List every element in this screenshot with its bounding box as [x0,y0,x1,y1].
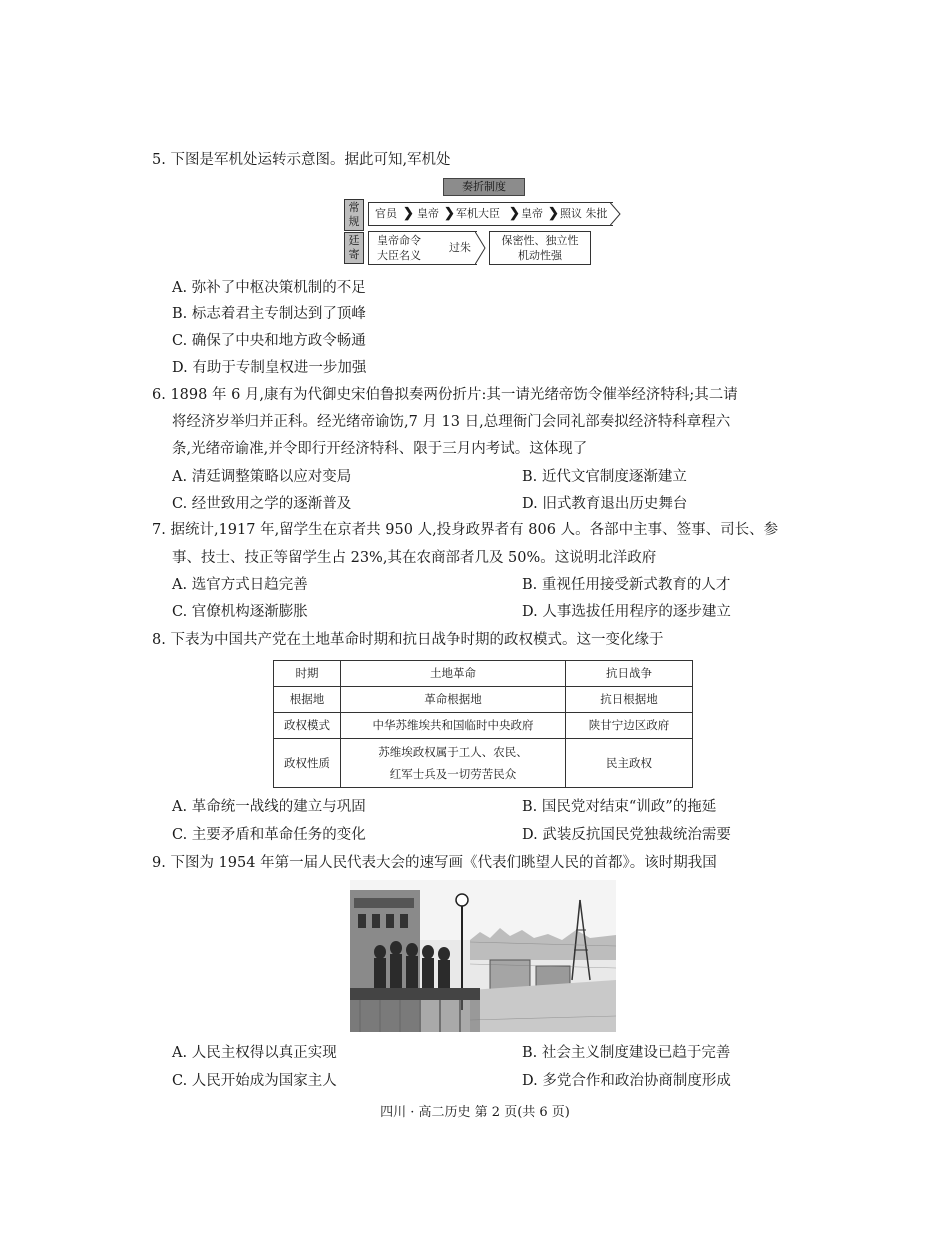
q6-stem-line2: 将经济岁举归并正科。经光绪帝谕饬,7 月 13 日,总理衙门会同礼部奏拟经济特科章程六 [172,414,731,430]
q6-stem-line3: 条,光绪帝谕准,并令即行开经济特科、限于三月内考试。这体现了 [172,441,588,457]
table-cell: 民主政权 [566,739,693,788]
chevron-right-icon: ❯ [548,206,559,221]
q5-option-b: B. 标志着君主专制达到了顶峰 [172,306,366,322]
table-cell: 政权性质 [274,739,341,788]
step-emperor-2: 皇帝 [521,207,543,220]
q7-option-d: D. 人事选拔任用程序的逐步建立 [522,604,731,620]
chevron-right-icon: ❯ [444,206,455,221]
table-cell: 政权模式 [274,713,341,739]
step-grand-minister: 军机大臣 [456,207,500,220]
table-row [274,661,693,687]
q7-stem-line2: 事、技士、技正等留学生占 23%,其在农商部者几及 50%。这说明北洋政府 [172,550,657,566]
q9-stem: 9. 下图为 1954 年第一届人民代表大会的速写画《代表们眺望人民的首都》。该时期我国 [152,855,717,871]
q8-option-b: B. 国民党对结束“训政”的拖延 [522,799,717,815]
q7-stem-line1: 7. 据统计,1917 年,留学生在京者共 950 人,投身政界者有 806 人。各部中主事、签事、司长、参 [152,522,779,538]
q8-table [273,660,693,788]
q6-option-b: B. 近代文官制度逐渐建立 [522,469,687,485]
diagram-row2-box1 [368,231,477,265]
row1-label-text: 常规 [348,201,360,228]
q9-option-a: A. 人民主权得以真正实现 [172,1045,337,1061]
q7-option-c: C. 官僚机构逐渐膨胀 [172,604,308,620]
q6-option-d: D. 旧式教育退出历史舞台 [522,496,688,512]
q7-option-b: B. 重视任用接受新式教育的人才 [522,577,731,593]
q8-option-d: D. 武装反抗国民党独裁统治需要 [522,827,731,843]
step-approval: 照议 朱批 [560,207,608,220]
table-row [274,713,693,739]
table-cell: 革命根据地 [341,687,566,713]
q9-option-c: C. 人民开始成为国家主人 [172,1073,337,1089]
diagram-title: 奏折制度 [443,178,525,196]
step-official: 官员 [375,207,397,220]
diagram-row2-box2 [489,231,591,265]
box1-line1: 皇帝命令 [377,234,421,247]
q5-option-a: A. 弥补了中枢决策机制的不足 [172,280,366,296]
table-cell: 陕甘宁边区政府 [566,713,693,739]
sketch-image [350,880,616,1032]
chevron-right-icon: ❯ [403,206,414,221]
box1-side: 过朱 [449,241,471,254]
box2-line1: 保密性、独立性 [501,234,579,247]
table-cell: 土地革命 [341,661,566,687]
diagram-row2-label [344,232,364,264]
arrow-tip-icon [610,202,622,226]
diagram-row1-label [344,199,364,231]
q5-option-c: C. 确保了中央和地方政令畅通 [172,333,366,349]
q8-stem: 8. 下表为中国共产党在土地革命时期和抗日战争时期的政权模式。这一变化缘于 [152,632,664,648]
arrow-tip-icon [475,231,487,265]
q6-option-a: A. 清廷调整策略以应对变局 [172,469,352,485]
page-footer: 四川 · 高二历史 第 2 页(共 6 页) [380,1105,570,1120]
diagram-row1-flow [368,202,613,226]
q6-stem-line1: 6. 1898 年 6 月,康有为代御史宋伯鲁拟奏两份折片:其一请光绪帝饬令催举经济特科;其二请 [152,387,738,403]
table-cell: 抗日根据地 [566,687,693,713]
table-cell: 根据地 [274,687,341,713]
q7-option-a: A. 选官方式日趋完善 [172,577,308,593]
box2-line2: 机动性强 [518,249,562,262]
q8-option-a: A. 革命统一战线的建立与巩固 [172,799,366,815]
cell-line2: 红军士兵及一切劳苦民众 [389,767,517,781]
q5-stem: 5. 下图是军机处运转示意图。据此可知,军机处 [152,152,451,168]
box1-line2: 大臣名义 [377,249,421,262]
table-cell: 抗日战争 [566,661,693,687]
q8-option-c: C. 主要矛盾和革命任务的变化 [172,827,366,843]
q5-option-d: D. 有助于专制皇权进一步加强 [172,360,367,376]
table-row [274,739,693,788]
cell-line1: 苏维埃政权属于工人、农民、 [378,745,528,759]
chevron-right-icon: ❯ [509,206,520,221]
table-row [274,687,693,713]
q9-option-d: D. 多党合作和政治协商制度形成 [522,1073,731,1089]
table-cell: 时期 [274,661,341,687]
q6-option-c: C. 经世致用之学的逐渐普及 [172,496,352,512]
q9-option-b: B. 社会主义制度建设已趋于完善 [522,1045,731,1061]
table-cell: 中华苏维埃共和国临时中央政府 [341,713,566,739]
row2-label-text: 廷寄 [348,234,360,261]
step-emperor-1: 皇帝 [417,207,439,220]
table-cell [341,739,566,788]
